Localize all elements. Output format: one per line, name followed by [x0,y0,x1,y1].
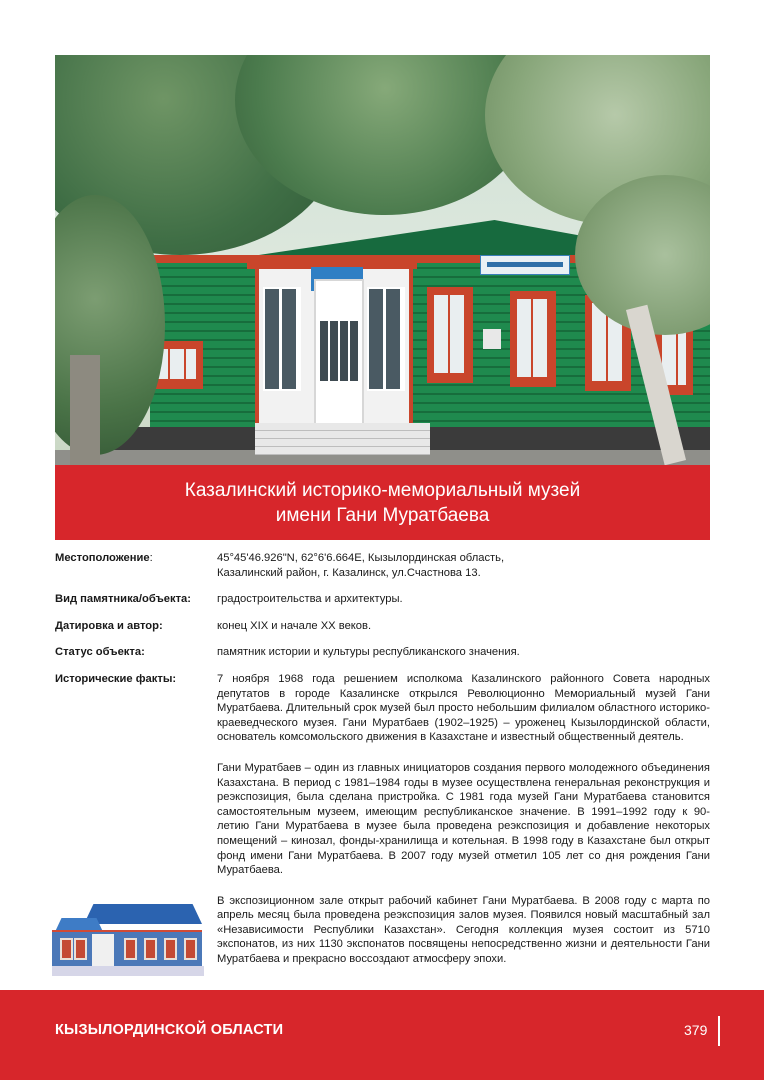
type-value: градостроительства и архитектуры. [217,593,403,606]
page-number: 379 [684,1022,708,1038]
footer-divider [718,1016,720,1046]
date-row [55,619,710,634]
location-value: 45°45'46.926"N, 62°6'6.664E, Кызылординская область, Казалинский район, г. Казалинск, ул.Счастнова 13. [217,552,505,579]
museum-sign [480,255,570,275]
title-line-2: имени Гани Муратбаева [275,504,490,526]
museum-photo [55,55,710,465]
status-label: Статус объекта: [55,646,145,659]
date-value: конец XIX и начале XX веков. [217,619,372,632]
facts-paragraph-2: Гани Муратбаев – один из главных инициаторов создания первого молодежного объединения Казахстана. В период с 1981–1984 годы в музее осуществлена генеральная реконструкция и реэкспозиция, была сделана пристройка. С 1981 года музей Гани Муратбаева становится самостоятельным музеем, имеющим республиканское значение. В 1991–1992 году к 90-летию Гани Муратбаева в музее была проведена реэкспозиция и добавление некоторых помещений – кинозал, фонды-хранилища и котельная. В 1998 году в Казахстане был открыт фонд имени Гани Муратбаева. В 2007 году музей отметил 105 лет со дня рождения Гани Муратбаева. [217,761,710,877]
title-line-1: Казалинский историко-мемориальный музей [184,479,581,501]
facts-paragraph-1: 7 ноября 1968 года решением исполкома Казалинского районного Совета народных депутатов в городе Казалинске открылся Революционно Мемориальный музей Гани Муратбаева. Длительный срок музей был просто небольшим филиалом областного историко-краеведческого музея. Гани Муратбаев (1902–1925) – уроженец Кызылординской области, основатель комсомольского движения в Казахстане и известный общественный деятель. [217,672,710,744]
museum-porch [255,265,413,434]
status-row [55,645,710,660]
date-label: Датировка и автор: [55,619,163,632]
facts-value [217,672,710,967]
status-value: памятник истории и культуры республиканского значения. [217,646,520,659]
footer-region: КЫЗЫЛОРДИНСКОЙ ОБЛАСТИ [55,1022,284,1038]
location-row [55,551,710,580]
building-illustration [52,900,204,978]
type-row [55,592,710,607]
location-label: Местоположение: [55,552,153,564]
facts-paragraph-3: В экспозиционном зале открыт рабочий кабинет Гани Муратбаева. В 2008 году с марта по апрель месяц была проведена реэкспозиция залов музея. Появился новый масштабный зал «Независимости Республики Казахстан». Сегодня коллекция музея состоит из 5710 экспонатов, из них 1130 экспонатов посвящены непосредственно жизни и деятельности Гани Муратбаева и прекрасно воссоздают атмосферу эпохи. [217,894,710,966]
page-footer [0,990,764,1080]
facts-label: Исторические факты: [55,672,177,685]
type-label: Вид памятника/объекта: [55,593,191,606]
title-banner [55,465,710,540]
